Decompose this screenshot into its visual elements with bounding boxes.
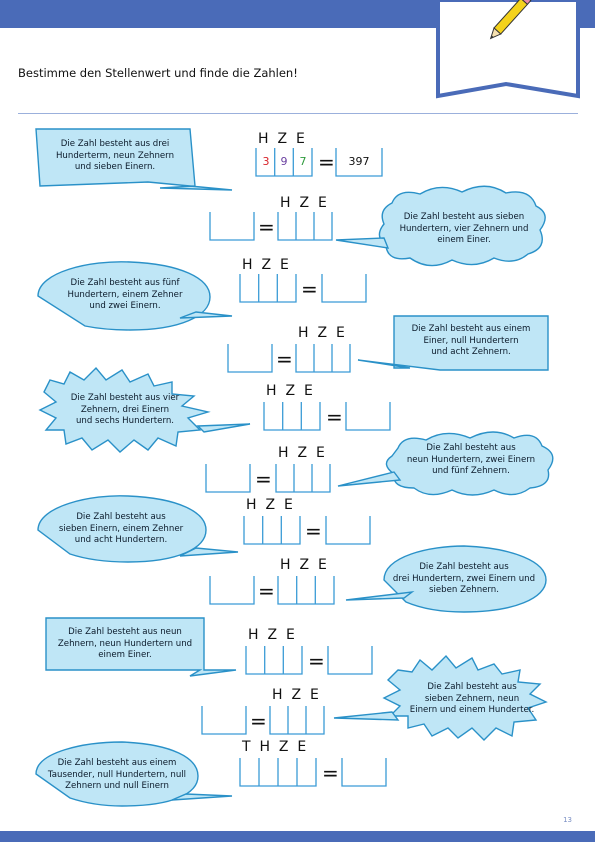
bubble-4-text: Die Zahl besteht aus einem Einer, null Hundertern und acht Zehnern. xyxy=(411,324,531,357)
equals-sign: = xyxy=(250,709,267,733)
row-3-header: H Z E xyxy=(242,257,289,273)
equals-sign: = xyxy=(305,519,322,543)
equals-sign: = xyxy=(301,277,318,301)
equals-sign: = xyxy=(276,347,293,371)
row-5-header: H Z E xyxy=(266,383,313,399)
equals-sign: = xyxy=(258,215,275,239)
page-number: 13 xyxy=(563,816,572,824)
bubble-11-text: Die Zahl besteht aus einem Tausender, null Hundertern, null Zehnern und null Einern xyxy=(47,758,187,791)
example-result: 397 xyxy=(348,155,370,168)
row-8-header: H Z E xyxy=(280,557,327,573)
row-9-header: H Z E xyxy=(248,627,295,643)
bubble-9-text: Die Zahl besteht aus neun Zehnern, neun Hundertern und einem Einer. xyxy=(57,627,193,660)
example-units-digit: 7 xyxy=(299,155,307,168)
example-tens-digit: 9 xyxy=(280,155,288,168)
equals-sign: = xyxy=(318,150,335,174)
bubble-10-text: Die Zahl besteht aus sieben Zehnern, neun Einern und einem Hunderter. xyxy=(409,682,535,715)
bubble-1-text: Die Zahl besteht aus drei Hunderterm, neun Zehnern und sieben Einern. xyxy=(55,139,175,172)
equals-sign: = xyxy=(322,761,339,785)
row-11-boxes xyxy=(240,758,386,786)
row-10-header: H Z E xyxy=(272,687,319,703)
instruction-text: Bestimme den Stellenwert und finde die Zahlen! xyxy=(18,66,298,80)
equals-sign: = xyxy=(258,579,275,603)
equals-sign: = xyxy=(326,405,343,429)
bubble-7-text: Die Zahl besteht aus sieben Einern, einem Zehner und acht Hundertern. xyxy=(58,512,184,545)
row-11-header: T H Z E xyxy=(242,739,307,755)
equals-sign: = xyxy=(308,649,325,673)
bubble-2-text: Die Zahl besteht aus sieben Hundertern, vier Zehnern und einem Einer. xyxy=(399,212,529,245)
row-6-header: H Z E xyxy=(278,445,325,461)
row-2-header: H Z E xyxy=(280,195,327,211)
bubble-3-text: Die Zahl besteht aus fünf Hundertern, einem Zehner und zwei Einern. xyxy=(67,278,183,311)
bottom-bar xyxy=(0,831,595,842)
row-7-header: H Z E xyxy=(246,497,293,513)
bubble-6-text: Die Zahl besteht aus neun Hundertern, zwei Einern und fünf Zehnern. xyxy=(406,443,536,476)
example-hundreds-digit: 3 xyxy=(262,155,270,168)
bubble-8-text: Die Zahl besteht aus drei Hundertern, zwei Einern und sieben Zehnern. xyxy=(392,562,536,595)
equals-sign: = xyxy=(255,467,272,491)
row-1-header: H Z E xyxy=(258,131,305,147)
bubble-5-text: Die Zahl besteht aus vier Zehnern, drei Einern und sechs Hundertern. xyxy=(70,393,180,426)
row-4-header: H Z E xyxy=(298,325,345,341)
